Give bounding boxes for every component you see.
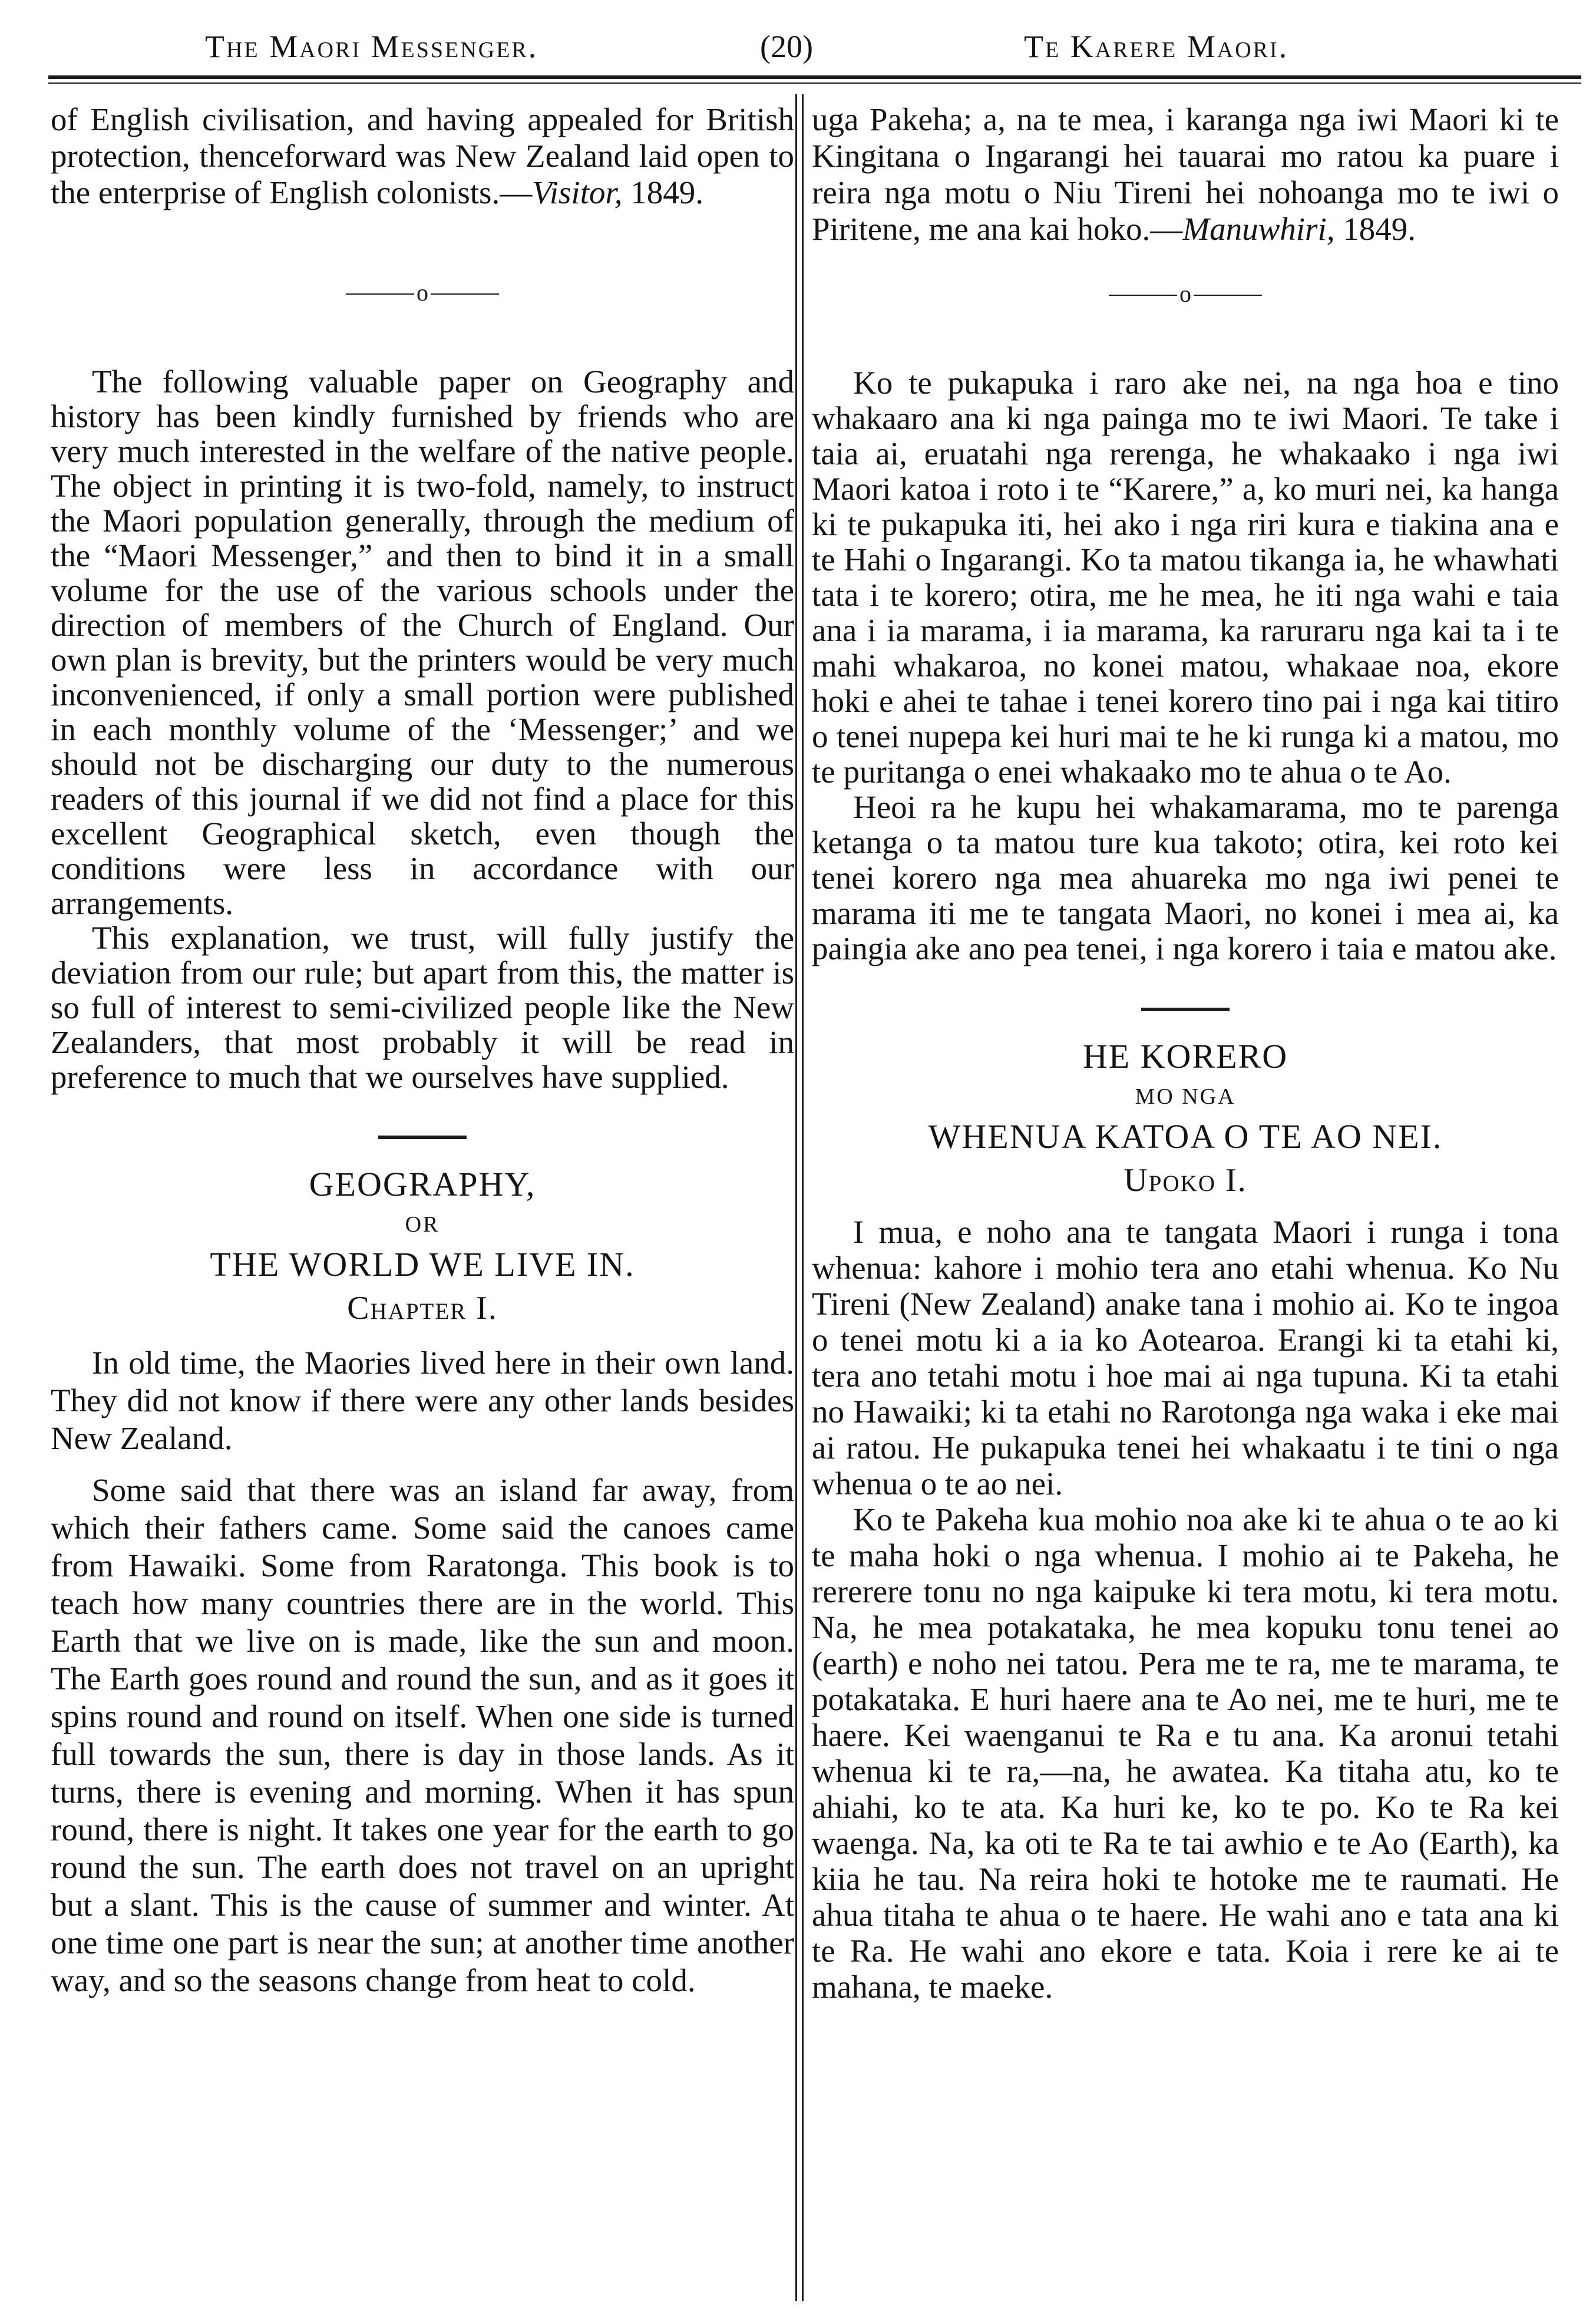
maori-column — [812, 101, 1559, 2005]
citation-year: 1849. — [622, 174, 704, 210]
continued-text: uga Pakeha; a, na te mea, i karanga nga iwi Maori ki te Kingitana o Ingarangi hei tauarai mo ratou ka puare i reira nga motu o Niu Tireni hei nohoanga mo te iwi o Piritene, me ana kai hoko.— — [812, 101, 1559, 247]
source-citation: Visitor, — [532, 174, 623, 210]
continued-paragraph — [812, 101, 1559, 247]
article-subtitle: THE WORLD WE LIVE IN. — [210, 1245, 635, 1283]
body-paragraph: In old time, the Maories lived here in their own land. They did not know if there were any other lands besides New Zealand. — [51, 1345, 794, 1456]
running-header-english: The Maori Messenger. — [205, 29, 538, 64]
article-title-mo-nga: MO NGA — [1135, 1084, 1236, 1109]
chapter-heading: Upoko I. — [1124, 1162, 1247, 1199]
body-paragraph: Ko te Pakeha kua mohio noa ake ki te ahua o te ao ki te maha hoki o nga whenua. I mohio ai te Pakeha, he rererere tonu no nga kaipuke ki tera motu, ki tera motu. Na, he mea potakataka, he mea kopuku tonu tenei ao (earth) e noho nei tatou. Pera me te ra, me te marama, te potakataka. E huri haere ana te Ao nei, me te huri, me te haere. Kei waenganui te Ra e tu ana. Ka aronui tetahi whenua ki te ra,—na, he awatea. Ka titaha atu, ko te ahiahi, ko te ata. Ka huri ke, ko te po. Ko te Ra kei waenga. Na, ka oti te Ra te tai awhio e te Ao (Earth), ka kiia he tau. Na reira hoki te hotoke me te raumati. He ahua titaha te ahua o te haere. He wahi ano e tata ana ki te Ra. He wahi ano ekore e tata. Koia i rere ke ai te mahana, te maeke. — [812, 1501, 1559, 2005]
column-divider — [795, 94, 797, 2301]
column-divider-second — [802, 94, 804, 2301]
article-title-or: OR — [405, 1212, 440, 1237]
preface-paragraph: Heoi ra he kupu hei whakamarama, mo te parenga ketanga o ta matou ture kua takoto; otira, kei roto kei tenei korero nga mea ahuareka mo nga iwi penei te marama iti me te tangata Maori, no konei i mea ai, ka paingia ake ano pea tenei, i nga korero i taia e matou ake. — [812, 789, 1559, 966]
continued-text: of English civilisation, and having appealed for British protection, thenceforward was New Zealand laid open to the enterprise of English colonists.— — [51, 101, 794, 210]
section-ornament — [51, 264, 794, 323]
article-title: GEOGRAPHY, — [309, 1165, 536, 1203]
running-header-maori: Te Karere Maori. — [1024, 29, 1289, 64]
chapter-heading: Chapter I. — [347, 1290, 498, 1326]
continued-paragraph — [51, 101, 794, 211]
preface-paragraph: The following valuable paper on Geography and history has been kindly furnished by friends who are very much interested in the welfare of the native people. The object in printing it is two-fold, namely, to instruct the Maori population generally, through the medium of the “Maori Messenger,” and then to bind it in a small volume for the use of the various schools under the direction of members of the Church of England. Our own plan is brevity, but the printers would be very much inconvenienced, if only a small portion were published in each monthly volume of the ‘Messenger;’ and we should not be discharging our duty to the numerous readers of this journal if we did not find a place for this excellent Geographical sketch, even though the conditions were less in accordance with our arrangements. — [51, 364, 794, 921]
page-number: (20) — [760, 29, 813, 64]
ornament-glyph: o — [1177, 279, 1194, 309]
section-ornament — [812, 265, 1559, 324]
english-column — [51, 101, 794, 1999]
ornament-glyph: o — [414, 278, 431, 308]
body-paragraph: Some said that there was an island far away, from which their fathers came. Some said the canoes came from Hawaiki. Some from Raratonga. This book is to teach how many countries there are in the world. This Earth that we live on is made, like the sun and moon. The Earth goes round and round the sun, and as it goes it spins round and round on itself. When one side is turned full towards the sun, there is day in those lands. As it turns, there is evening and morning. When it has spun round, there is night. It takes one year for the earth to go round the sun. The earth does not travel on an upright but a slant. This is the cause of summer and winter. At one time one part is near the sun; at another time another way, and so the seasons change from heat to cold. — [51, 1472, 794, 1998]
header-rule — [48, 75, 1581, 79]
body-paragraph: I mua, e noho ana te tangata Maori i runga i tona whenua: kahore i mohio tera ano etahi whenua. Ko Nu Tireni (New Zealand) anake tana i mohio ai. Ko te ingoa o tenei motu ki a ia ko Aotearoa. Erangi ki ta etahi ki, tera ano tetahi motu i hoe mai ai nga tupuna. Ki ta etahi no Hawaiki; ki ta etahi no Rarotonga nga waka i eke mai ai ratou. He pukapuka tenei hei whakaatu i te tini o nga whenua o te ao nei. — [812, 1214, 1559, 1501]
citation-year: 1849. — [1334, 211, 1416, 247]
source-citation: Manuwhiri, — [1182, 211, 1335, 247]
article-subtitle: WHENUA KATOA O TE AO NEI. — [928, 1117, 1443, 1156]
preface-paragraph: Ko te pukapuka i raro ake nei, na nga hoa e tino whakaaro ana ki nga painga mo te iwi Maori. Te take i taia ai, eruatahi nga rerenga, he whakaako i nga iwi Maori katoa i roto i te “Karere,” a, ko muri nei, ka hanga ki te pukapuka iti, hei ako i nga riri kura e tiakina ana e te Hahi o Ingarangi. Ko ta matou tikanga ia, he whawhati tata i te korero; otira, me he mea, he iti nga wahi e taia ana i ia marama, i ia marama, ka raruraru nga kai ta i te mahi whakaroa, no konei matou, whakaae noa, ekore hoki e ahei te tahae i tenei korero tino pai i nga kai titiro o tenei nupepa kei huri mai te he ki runga ki a matou, mo te puritanga o enei whakaako mo te ahua o te Ao. — [812, 365, 1559, 790]
article-title: HE KORERO — [1082, 1037, 1288, 1075]
header-rule-thin — [48, 82, 1581, 84]
preface-paragraph: This explanation, we trust, will fully justify the deviation from our rule; but apart from this, the matter is so full of interest to semi-civilized people like the New Zealanders, that most probably it will be read in preference to much that we ourselves have supplied. — [51, 920, 794, 1095]
